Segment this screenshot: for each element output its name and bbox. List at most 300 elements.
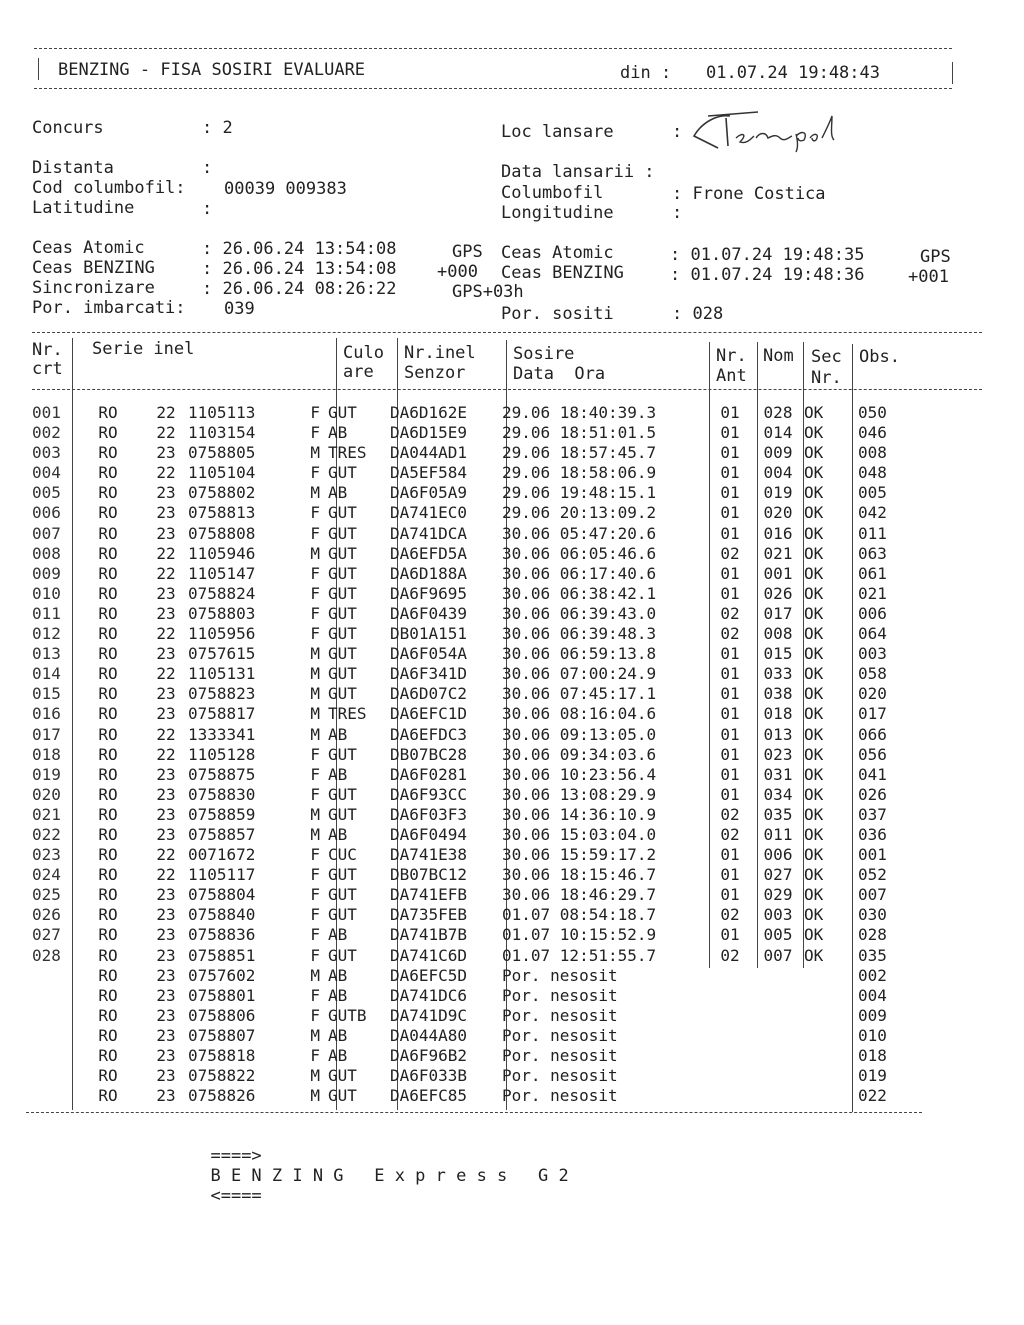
cell-tara: RO [98,885,118,905]
cell-nom: 021 [763,543,793,563]
cell-sec [800,1046,854,1066]
cell-nr: 0758824 [188,583,256,603]
header-bottom-border [34,88,952,89]
cell-senzor: DA6EFD5A [390,543,468,563]
cell-crt: 003 [32,443,61,463]
cell-nr: 0758823 [188,684,256,704]
report-title: BENZING - FISA SOSIRI EVALUARE [58,60,366,80]
col-ant-1: Nr. [716,346,747,366]
cell-nr: 0071672 [188,845,256,865]
table-row [30,1026,918,1046]
cell-nom: 020 [763,503,793,523]
cell-culoare: GUT [328,543,357,563]
cell-sec: OK [804,563,824,583]
cell-tara: RO [98,583,118,603]
cell-nom: 017 [763,603,793,623]
cell-sosire: 29.06 18:40:39.3 [502,403,657,422]
cell-crt: 020 [32,784,61,804]
cell-obs: 048 [858,463,887,483]
cell-sec: OK [804,423,824,443]
cell-ant: 02 [720,804,740,824]
cell-senzor: DA741B7B [390,925,468,945]
cell-tara: RO [98,865,118,885]
cell-obs: 035 [858,945,887,965]
cell-sec: OK [804,744,824,764]
cell-nr: 1105946 [188,543,256,563]
cell-nom [756,986,800,1006]
cell-sec [800,1066,854,1086]
cell-sex: M [310,824,320,844]
cell-crt [30,1006,72,1026]
cell-ant: 01 [720,403,740,422]
cell-crt: 021 [32,804,61,824]
cell-nom [756,1006,800,1026]
cell-crt: 024 [32,865,61,885]
cell-an: 23 [156,523,176,543]
table-row [30,524,918,544]
arrivals-table [30,403,918,1106]
cell-senzor: DA6D07C2 [390,684,468,704]
cell-nom [756,1046,800,1066]
table-row [30,745,918,765]
cell-an: 23 [156,1066,176,1086]
cell-nom: 029 [763,885,793,905]
table-row [30,584,918,604]
col-sosire-1: Sosire [513,344,575,364]
cell-ant: 01 [720,583,740,603]
table-row [30,403,918,423]
cell-nom: 004 [763,463,793,483]
cell-sex: M [310,965,320,985]
table-row [30,1086,918,1106]
cell-sex: M [310,664,320,684]
cell-crt [30,1066,72,1086]
cell-sex: M [310,543,320,563]
table-bottom-border [26,1112,922,1113]
cell-sec: OK [804,905,824,925]
cell-an: 23 [156,1046,176,1065]
cell-sosire: 30.06 09:13:05.0 [502,724,657,744]
cell-crt: 026 [32,905,61,925]
sincronizare-value: : 26.06.24 08:26:22 [202,279,397,299]
footer [190,1126,569,1206]
cell-nr: 1105956 [188,624,256,644]
cell-obs: 064 [858,624,887,644]
ceas-benzing-start-label: Ceas BENZING [32,258,155,278]
cell-an: 23 [156,1005,176,1025]
cell-tara: RO [98,965,118,985]
table-row [30,1006,918,1026]
cell-tara: RO [98,644,118,664]
cell-obs: 058 [858,664,887,684]
cell-ant: 02 [720,945,740,965]
ceas-benzing-end-label: Ceas BENZING [501,263,624,283]
table-row [30,986,918,1006]
cell-ant: 01 [720,523,740,543]
cell-culoare: GUT [328,403,357,422]
cell-sosire: 01.07 10:15:52.9 [502,925,657,945]
cell-nr: 1105131 [188,664,256,684]
col-sosire-2: Data Ora [513,364,606,384]
cell-senzor: DA741E38 [390,845,468,865]
cell-sex: M [310,1066,320,1086]
cell-sosire: 30.06 05:47:20.6 [502,523,657,543]
cell-obs: 021 [858,583,887,603]
table-row [30,905,918,925]
cell-sec: OK [804,664,824,684]
ceas-benzing-end-value: : 01.07.24 19:48:36 [670,265,865,285]
cell-obs: 010 [858,1025,887,1045]
cell-an: 23 [156,965,176,985]
table-row [30,544,918,564]
cell-obs: 018 [858,1046,887,1065]
cell-sex: F [310,764,320,784]
cell-sec [800,986,854,1006]
cell-crt: 015 [32,684,61,704]
cell-sosire: 01.07 08:54:18.7 [502,905,657,925]
cell-ant: 01 [720,764,740,784]
cell-senzor: DA6F0439 [390,603,468,623]
cell-culoare: TRES [328,443,367,463]
cell-nr: 0758830 [188,784,256,804]
latitudine-label: Latitudine [32,198,135,218]
cell-nom: 038 [763,684,793,704]
cell-an: 22 [156,865,176,885]
cell-sosire: 30.06 15:03:04.0 [502,824,657,844]
cell-sex: F [310,1005,320,1025]
cell-ant: 01 [720,563,740,583]
cell-senzor: DA6F0281 [390,764,468,784]
ceas-benzing-start-suffix: +000 [437,262,478,282]
cell-sec: OK [804,724,824,744]
cell-an: 23 [156,764,176,784]
cell-sex: F [310,905,320,925]
col-nrinel-2: Senzor [404,363,466,383]
cell-sosire: 30.06 15:59:17.2 [502,845,657,865]
table-row [30,966,918,986]
cell-senzor: DB07BC12 [390,865,468,885]
cell-crt: 022 [32,824,61,844]
ceas-atomic-start-label: Ceas Atomic [32,238,145,258]
cell-an: 23 [156,603,176,623]
col-nr-crt-1: Nr. [32,340,63,360]
cell-obs: 017 [858,704,887,724]
cell-tara: RO [98,403,118,422]
table-row [30,704,918,724]
cell-ant: 01 [720,483,740,503]
col-culoare-1: Culo [343,343,384,363]
table-row [30,443,918,463]
cell-sosire: Por. nesosit [502,985,618,1005]
cell-sex: F [310,624,320,644]
cell-sosire: 30.06 06:38:42.1 [502,583,657,603]
col-ant-2: Ant [716,366,747,386]
cell-sosire: 29.06 18:51:01.5 [502,423,657,443]
cell-an: 23 [156,483,176,503]
cell-nom: 003 [763,905,793,925]
cell-sosire: 30.06 07:45:17.1 [502,684,657,704]
cell-sosire: 30.06 08:16:04.6 [502,704,657,724]
cell-ant: 02 [720,624,740,644]
cell-sec: OK [804,603,824,623]
cell-obs: 042 [858,503,887,523]
cell-sec [800,966,854,986]
cell-nom: 015 [763,644,793,664]
cell-sec: OK [804,483,824,503]
cell-sec: OK [804,583,824,603]
cell-sex: M [310,483,320,503]
concurs-label: Concurs [32,118,104,138]
cell-nom: 023 [763,744,793,764]
cell-culoare: GUTB [328,1005,367,1025]
cell-an: 23 [156,1025,176,1045]
cell-tara: RO [98,543,118,563]
cell-crt: 006 [32,503,61,523]
cell-senzor: DA6F93CC [390,784,468,804]
cell-obs: 009 [858,1005,887,1025]
cell-sex: F [310,463,320,483]
cell-tara: RO [98,603,118,623]
table-row [30,885,918,905]
longitudine-label: Longitudine [501,203,614,223]
cell-nom [756,1086,800,1106]
cell-sosire: 30.06 06:59:13.8 [502,644,657,664]
table-row [30,1046,918,1066]
cell-crt [30,986,72,1006]
cell-culoare: GUT [328,603,357,623]
cell-ant [704,1046,756,1066]
cell-ant [704,966,756,986]
cell-senzor: DA6F9695 [390,583,468,603]
cell-sex: M [310,644,320,664]
columbofil-label: Columbofil [501,183,604,203]
cell-obs: 005 [858,483,887,503]
cell-nom: 035 [763,804,793,824]
cell-sex: F [310,403,320,422]
cell-an: 23 [156,945,176,965]
cell-sec: OK [804,784,824,804]
cell-sec: OK [804,503,824,523]
cell-ant: 01 [720,925,740,945]
cell-tara: RO [98,1025,118,1045]
cell-sosire: 29.06 19:48:15.1 [502,483,657,503]
longitudine-value: : [672,203,683,223]
cell-nr: 1105104 [188,463,256,483]
cell-obs: 008 [858,443,887,463]
cell-nr: 0758803 [188,603,256,623]
sincronizare-suffix: GPS+03h [452,282,524,302]
cell-an: 23 [156,443,176,463]
cell-sec: OK [804,865,824,885]
col-culoare-2: are [343,362,374,382]
ceas-atomic-end-suffix: GPS [920,247,951,267]
cell-crt [30,1046,72,1066]
cell-ant: 01 [720,664,740,684]
cell-culoare: GUT [328,1066,357,1086]
cell-an: 23 [156,583,176,603]
cell-nom [756,1026,800,1046]
cell-culoare: GUT [328,784,357,804]
concurs-value: : 2 [202,118,233,138]
cell-obs: 019 [858,1066,887,1086]
cell-crt: 002 [32,423,61,443]
cell-ant [704,1086,756,1106]
cell-senzor: DA044AD1 [390,443,468,463]
cell-senzor: DA6F033B [390,1066,468,1086]
cell-crt: 017 [32,724,61,744]
cell-sec: OK [804,684,824,704]
cell-culoare: GUT [328,563,357,583]
cell-sex: F [310,985,320,1005]
cell-nr: 0758859 [188,804,256,824]
cell-sec: OK [804,463,824,483]
table-row [30,483,918,503]
cell-crt: 007 [32,523,61,543]
distanta-label: Distanta [32,158,114,178]
cell-sex: F [310,744,320,764]
cell-culoare: GUT [328,1086,357,1106]
cell-tara: RO [98,804,118,824]
cell-nr: 0758840 [188,905,256,925]
cell-tara: RO [98,483,118,503]
table-row [30,925,918,945]
cell-ant: 01 [720,423,740,443]
cell-an: 23 [156,784,176,804]
cell-sosire: 30.06 09:34:03.6 [502,744,657,764]
cell-nr: 1105147 [188,563,256,583]
cell-sex: M [310,443,320,463]
cell-obs: 046 [858,423,887,443]
cell-crt: 009 [32,563,61,583]
cell-nom: 013 [763,724,793,744]
cell-an: 22 [156,463,176,483]
cell-sex: F [310,603,320,623]
cell-an: 22 [156,744,176,764]
cell-sosire: 30.06 18:15:46.7 [502,865,657,885]
cell-sex: F [310,925,320,945]
ceas-atomic-start-value: : 26.06.24 13:54:08 [202,239,397,259]
cell-culoare: TRES [328,704,367,724]
header-top-border [34,48,952,49]
cell-obs: 011 [858,523,887,543]
cell-an: 23 [156,985,176,1005]
table-row [30,946,918,966]
cell-tara: RO [98,905,118,925]
cell-senzor: DA6D188A [390,563,468,583]
report-date-value: 01.07.24 19:48:43 [706,63,880,83]
cell-sec: OK [804,824,824,844]
cell-obs: 056 [858,744,887,764]
cell-nom [756,1066,800,1086]
table-row [30,785,918,805]
cell-culoare: AB [328,985,348,1005]
cell-sosire: 01.07 12:51:55.7 [502,945,657,965]
cell-sec: OK [804,925,824,945]
footer-left-arrow: ====> [210,1146,262,1166]
cell-culoare: AB [328,824,348,844]
cell-obs: 003 [858,644,887,664]
cell-sec: OK [804,945,824,965]
cell-tara: RO [98,925,118,945]
cell-culoare: AB [328,1046,348,1065]
cell-crt: 011 [32,603,61,623]
cell-crt [30,1026,72,1046]
cell-tara: RO [98,443,118,463]
cell-obs: 041 [858,764,887,784]
cell-sosire: 30.06 13:08:29.9 [502,784,657,804]
cell-ant: 01 [720,463,740,483]
cell-nr: 1103154 [188,423,256,443]
cell-senzor: DA741D9C [390,1005,468,1025]
cell-senzor: DB01A151 [390,624,468,644]
cell-tara: RO [98,744,118,764]
cell-tara: RO [98,1066,118,1086]
col-sec-2: Nr. [811,368,842,388]
cell-sex: M [310,724,320,744]
cell-sex: F [310,885,320,905]
cell-sosire: Por. nesosit [502,1066,618,1086]
cell-culoare: GUT [328,684,357,704]
cell-sex: F [310,784,320,804]
cell-nr: 0758875 [188,764,256,784]
col-nom: Nom [763,346,794,366]
cell-sosire: 30.06 06:39:48.3 [502,624,657,644]
cell-tara: RO [98,784,118,804]
cell-culoare: AB [328,423,348,443]
cell-ant: 02 [720,603,740,623]
cell-sex: F [310,845,320,865]
cell-crt: 025 [32,885,61,905]
col-obs: Obs. [859,347,900,367]
table-header-top-border [32,332,982,333]
cell-culoare: GUT [328,905,357,925]
cell-crt: 023 [32,845,61,865]
cell-ant [704,1066,756,1086]
col-nrinel-1: Nr.inel [404,343,476,363]
cell-crt: 008 [32,543,61,563]
cell-ant [704,1006,756,1026]
table-row [30,1066,918,1086]
cell-nr: 0758808 [188,523,256,543]
table-row [30,503,918,523]
cell-sosire: 30.06 14:36:10.9 [502,804,657,824]
cell-an: 23 [156,804,176,824]
cell-nr: 0758826 [188,1086,256,1106]
cell-tara: RO [98,463,118,483]
cell-nom: 014 [763,423,793,443]
cell-sosire: 30.06 18:46:29.7 [502,885,657,905]
table-row [30,725,918,745]
cell-sosire: Por. nesosit [502,1025,618,1045]
cell-nom: 031 [763,764,793,784]
cell-tara: RO [98,764,118,784]
data-lansarii-label: Data lansarii : [501,162,655,182]
cell-nr: 1105128 [188,744,256,764]
cell-ant: 01 [720,443,740,463]
sincronizare-label: Sincronizare [32,278,155,298]
table-row [30,624,918,644]
cell-senzor: DA6D162E [390,403,468,422]
cell-nom: 033 [763,664,793,684]
cell-an: 23 [156,905,176,925]
columbofil-value: : Frone Costica [672,184,826,204]
col-sec-1: Sec [811,347,842,367]
cell-culoare: CUC [328,845,357,865]
cell-sec [800,1006,854,1026]
cell-tara: RO [98,664,118,684]
cell-obs: 004 [858,985,887,1005]
cell-senzor: DA741C6D [390,945,468,965]
